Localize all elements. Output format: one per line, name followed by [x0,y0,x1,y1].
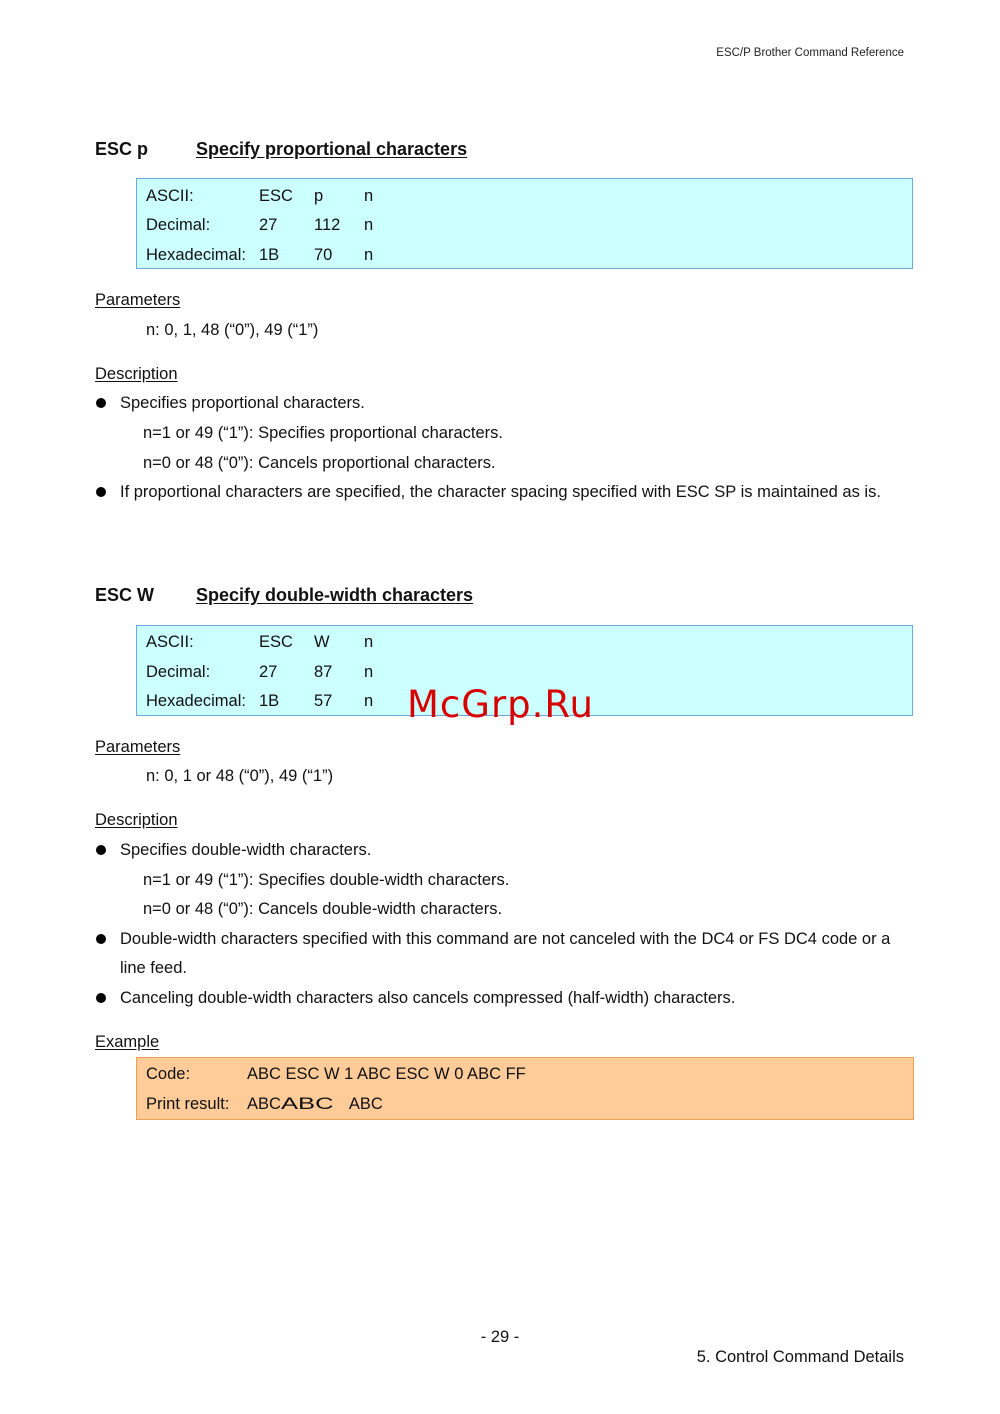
parameters-text: n: 0, 1 or 48 (“0”), 49 (“1”) [146,767,334,785]
parameters-label: Parameters [95,291,181,309]
code-value: W [314,633,330,651]
code-value: ESC [259,633,293,651]
result-normal-text: ABC [247,1095,281,1113]
code-value: p [314,187,324,205]
example-result-label: Print result: [146,1095,230,1113]
bullet-icon [96,993,106,1003]
command-name: ESC p [95,139,149,159]
example-box [136,1057,914,1120]
code-label: Decimal: [146,663,211,681]
bullet-icon [96,845,106,855]
code-label: ASCII: [146,187,194,205]
command-code-table [136,178,913,269]
code-value: ESC [259,187,293,205]
result-normal-text: ABC [348,1095,383,1113]
description-bullet: Specifies double-width characters. [120,841,372,859]
code-label: ASCII: [146,633,194,651]
parameters-text: n: 0, 1, 48 (“0”), 49 (“1”) [146,321,319,339]
code-value: 1B [259,246,280,264]
description-subline: n=1 or 49 (“1”): Specifies double-width characters. [143,871,510,889]
description-subline: n=0 or 48 (“0”): Cancels double-width characters. [143,900,503,918]
example-label: Example [95,1033,160,1051]
code-value: 27 [259,216,278,234]
bullet-icon [96,934,106,944]
watermark-logo: McGrp.Ru [407,683,594,726]
code-param: n [364,633,374,651]
code-label: Hexadecimal: [146,246,246,264]
example-code-label: Code: [146,1065,191,1083]
code-value: 27 [259,663,278,681]
command-name: ESC W [95,585,155,605]
example-result-value [247,1092,383,1116]
description-bullet: Specifies proportional characters. [120,394,365,412]
code-value: 70 [314,246,333,264]
description-bullet-continuation: line feed. [120,959,187,977]
running-header: ESC/P Brother Command Reference [716,47,904,59]
description-subline: n=1 or 49 (“1”): Specifies proportional characters. [143,424,503,442]
parameters-label: Parameters [95,738,181,756]
description-subline: n=0 or 48 (“0”): Cancels proportional characters. [143,454,496,472]
section-heading-esc-p [95,139,467,160]
example-code-value: ABC ESC W 1 ABC ESC W 0 ABC FF [247,1065,526,1083]
code-param: n [364,216,374,234]
description-bullet: Canceling double-width characters also cancels compressed (half-width) characters. [120,989,736,1007]
page-number: - 29 - [480,1328,520,1346]
description-label: Description [95,365,178,383]
description-bullet: Double-width characters specified with this command are not canceled with the DC4 or FS DC4 code or a [120,930,891,948]
result-double-width-text: ABC [280,1095,334,1113]
running-footer: 5. Control Command Details [696,1348,904,1366]
code-param: n [364,692,374,710]
code-value: 57 [314,692,333,710]
code-param: n [364,246,374,264]
code-param: n [364,187,374,205]
code-value: 112 [314,216,341,234]
description-label: Description [95,811,178,829]
description-bullet: If proportional characters are specified, the character spacing specified with ESC SP is maintained as is. [120,483,881,501]
code-param: n [364,663,374,681]
bullet-icon [96,398,106,408]
code-label: Hexadecimal: [146,692,246,710]
command-title: Specify proportional characters [196,139,468,159]
code-value: 87 [314,663,333,681]
section-heading-esc-w [95,585,473,606]
code-label: Decimal: [146,216,211,234]
command-title: Specify double-width characters [196,585,474,605]
code-value: 1B [259,692,280,710]
bullet-icon [96,487,106,497]
